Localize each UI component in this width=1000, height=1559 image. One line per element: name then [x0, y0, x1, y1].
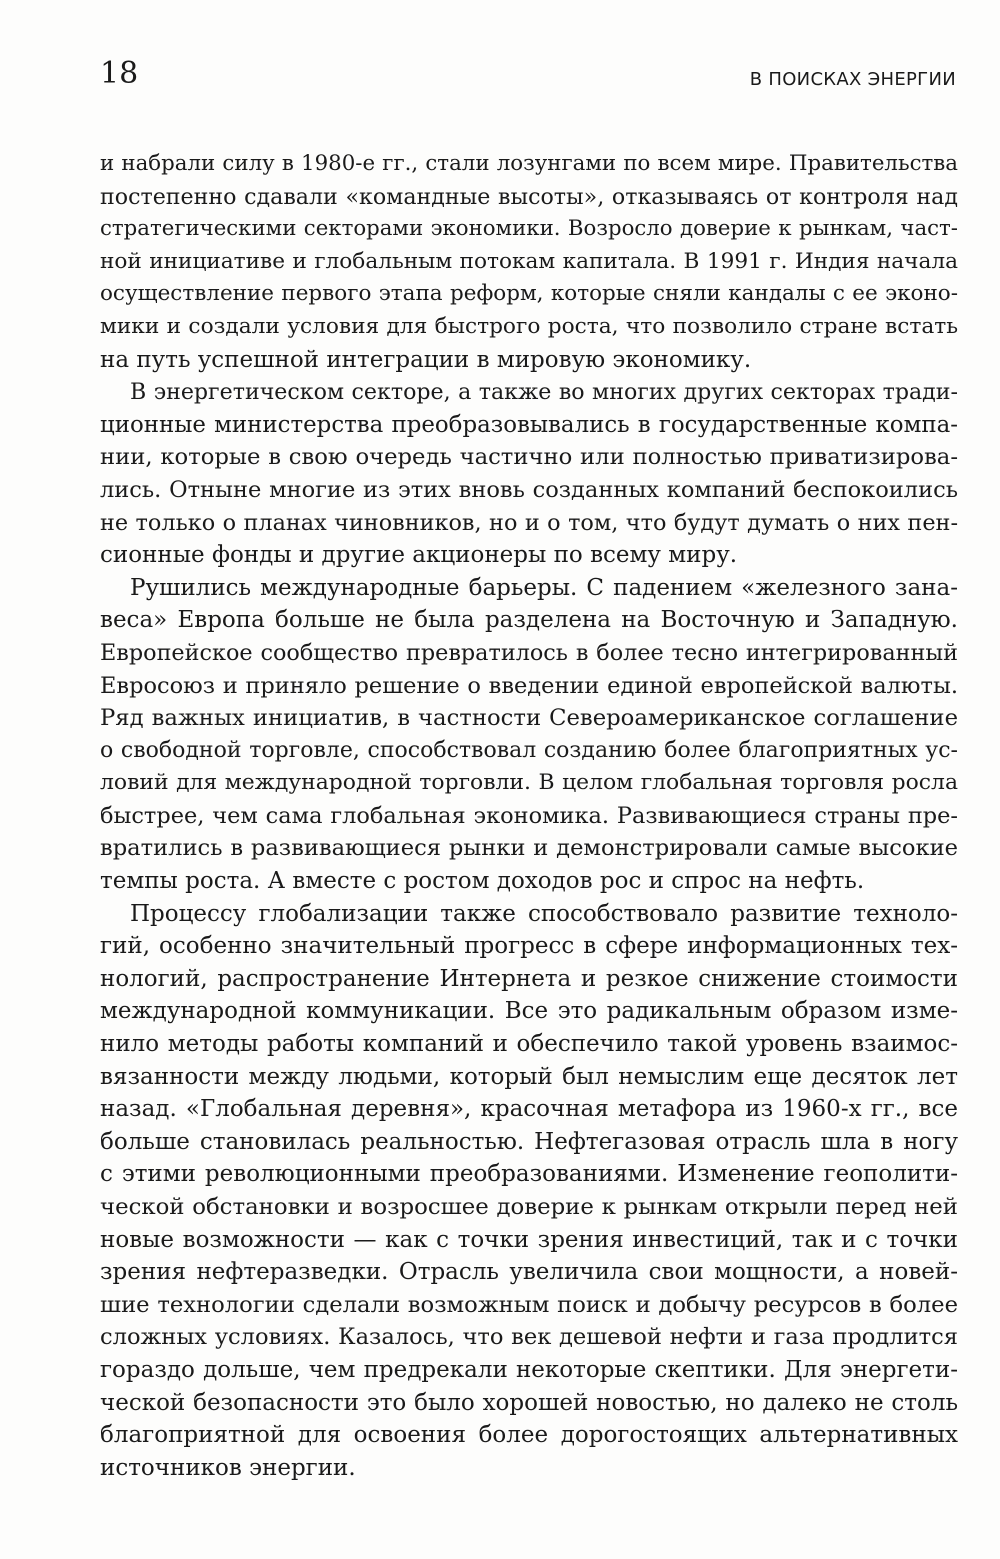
text-line: темпы роста. А вместе с ростом доходов рос и спрос на нефть.	[100, 868, 865, 895]
text-line: сложных условиях. Казалось, что век дешевой нефти и газа продлится	[100, 1324, 958, 1351]
text-line: осуществление первого этапа реформ, которые сняли кандалы с ее эконо-	[100, 281, 958, 307]
text-line: вязанности между людьми, который был немыслим еще десяток лет	[100, 1063, 958, 1090]
text-line: нило методы работы компаний и обеспечило такой уровень взаимос-	[100, 1031, 958, 1058]
text-line: Процессу глобализации также способствовало развитие техноло-	[130, 900, 958, 927]
text-line: сионные фонды и другие акционеры по всему миру.	[100, 542, 738, 569]
text-line: о свободной торговле, способствовал созданию более благоприятных ус-	[100, 737, 958, 763]
text-line: мики и создали условия для быстрого роста, что позволило стране встать	[100, 313, 958, 339]
text-line: на путь успешной интеграции в мировую экономику.	[100, 346, 752, 373]
text-line: постепенно сдавали «командные высоты», отказываясь от контроля над	[100, 183, 958, 210]
text-line: Евросоюз и приняло решение о введении единой европейской валюты.	[100, 672, 958, 699]
text-line: Ряд важных инициатив, в частности Североамериканское соглашение	[100, 705, 958, 732]
text-line: стратегическими секторами экономики. Возросло доверие к рынкам, част-	[100, 216, 958, 242]
text-line: больше становилась реальностью. Нефтегазовая отрасль шла в ногу	[100, 1128, 958, 1155]
text-line: вратились в развивающиеся рынки и демонстрировали самые высокие	[100, 835, 958, 862]
paragraph-1	[100, 148, 958, 376]
text-line: В энергетическом секторе, а также во многих других секторах тради-	[130, 379, 958, 406]
text-line: не только о планах чиновников, но и о том, что будут думать о них пен-	[100, 509, 958, 536]
text-line: ной инициативе и глобальным потокам капитала. В 1991 г. Индия начала	[100, 248, 958, 274]
text-line: шие технологии сделали возможным поиск и добычу ресурсов в более	[100, 1291, 958, 1318]
text-line: быстрее, чем сама глобальная экономика. Развивающиеся страны пре-	[100, 802, 958, 829]
text-line: ционные министерства преобразовывались в государственные компа-	[100, 411, 958, 438]
text-line: нии, которые в свою очередь частично или полностью приватизирова-	[100, 444, 958, 471]
text-line: Рушились международные барьеры. С падением «железного зана-	[130, 574, 958, 601]
text-line: и набрали силу в 1980-е гг., стали лозунгами по всем мире. Правительства	[100, 151, 958, 176]
text-line: с этими революционными преобразованиями. Изменение геополити-	[100, 1161, 958, 1188]
text-line: ческой безопасности это было хорошей новостью, но далеко не столь	[100, 1389, 958, 1416]
text-line: ловий для международной торговли. В целом глобальная торговля росла	[100, 770, 958, 796]
text-line: Европейское сообщество превратилось в более тесно интегрированный	[100, 639, 958, 666]
text-line: гий, особенно значительный прогресс в сфере информационных тех-	[100, 933, 958, 960]
text-line: назад. «Глобальная деревня», красочная метафора из 1960-х гг., все	[100, 1096, 958, 1123]
text-line: новые возможности — как с точки зрения инвестиций, так и с точки	[100, 1226, 958, 1253]
text-line: ческой обстановки и возросшее доверие к рынкам открыли перед ней	[100, 1194, 958, 1220]
text-line: веса» Европа больше не была разделена на Восточную и Западную.	[100, 607, 958, 634]
text-line: зрения нефтеразведки. Отрасль увеличила свои мощности, а новей-	[100, 1259, 958, 1286]
text-line: благоприятной для освоения более дорогостоящих альтернативных	[100, 1422, 958, 1449]
text-line: источников энергии.	[100, 1454, 356, 1481]
paragraph-4	[100, 898, 958, 1485]
running-title: В ПОИСКАХ ЭНЕРГИИ	[749, 69, 956, 90]
text-line: международной коммуникации. Все это радикальным образом изме-	[100, 998, 958, 1025]
body-text	[100, 148, 958, 1484]
paragraph-3	[100, 572, 958, 898]
paragraph-2	[100, 376, 958, 572]
text-line: лись. Отныне многие из этих вновь созданных компаний беспокоились	[100, 476, 958, 503]
page-number: 18	[100, 56, 139, 91]
text-line: гораздо дольше, чем предрекали некоторые скептики. Для энергети-	[100, 1356, 958, 1383]
text-line: нологий, распространение Интернета и резкое снижение стоимости	[100, 965, 958, 992]
